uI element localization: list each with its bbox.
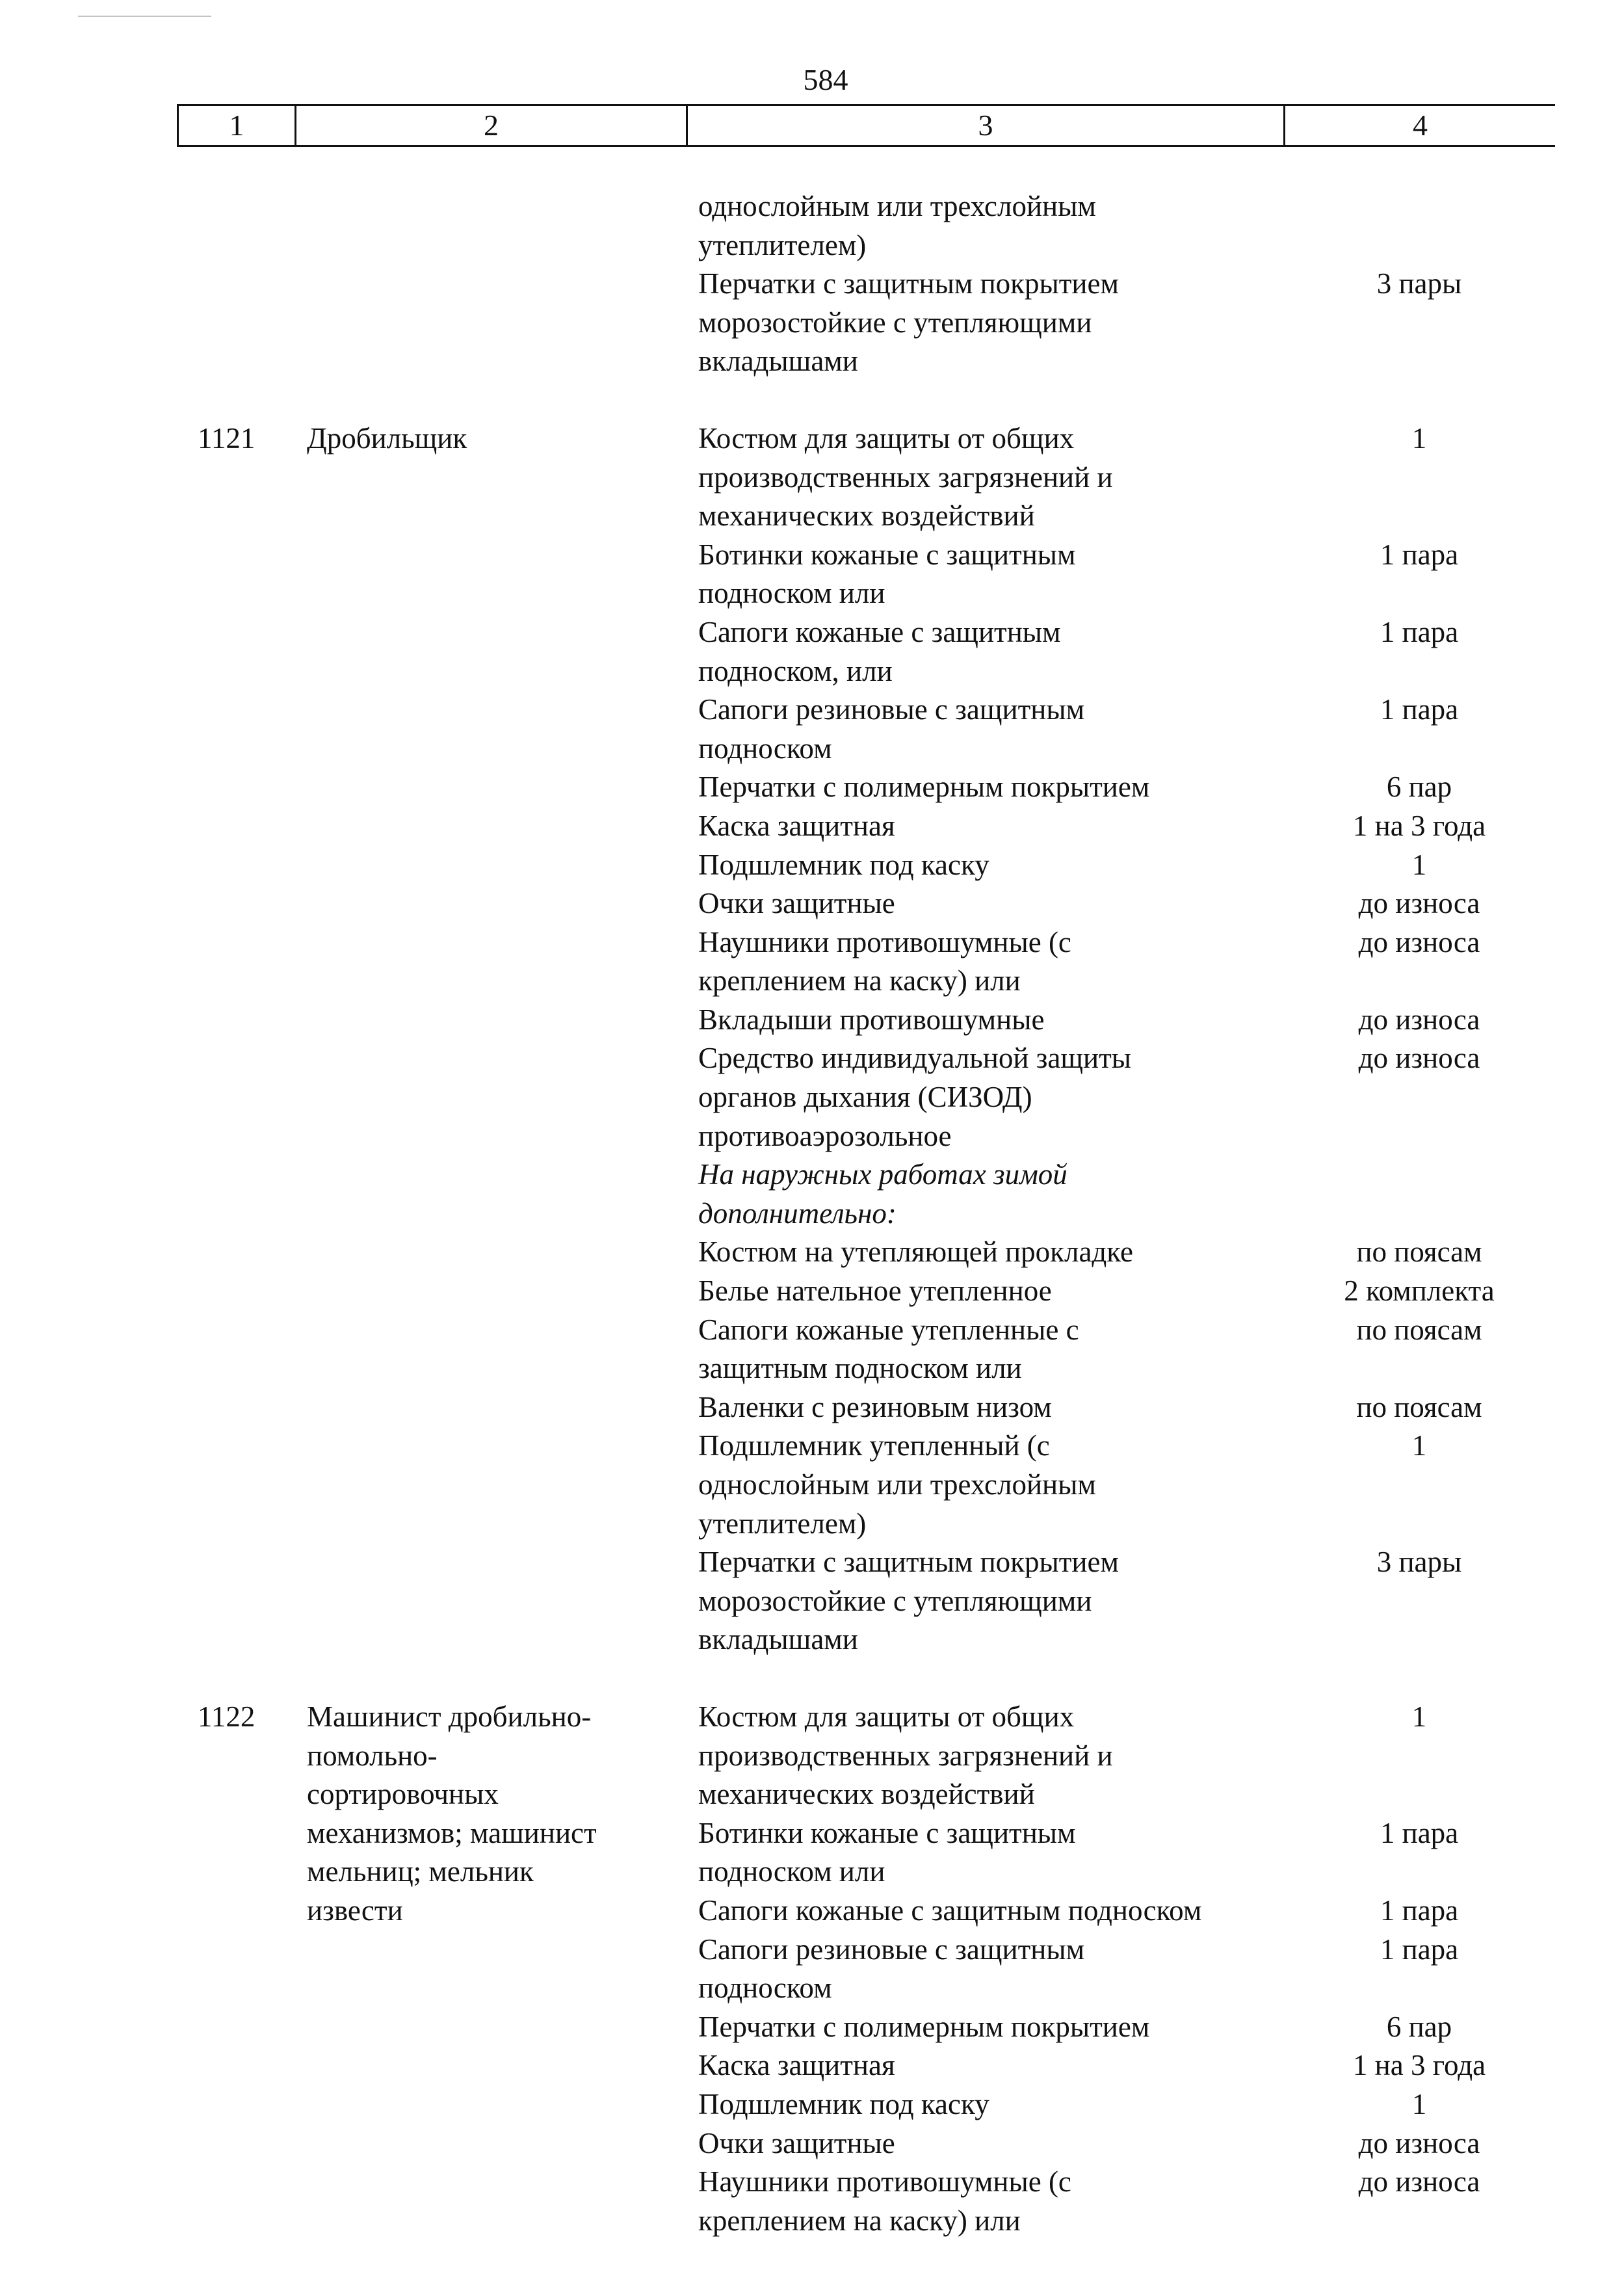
- item-name: Сапоги резиновые с защитным подноском: [698, 693, 1085, 765]
- corner-mark: [78, 16, 211, 17]
- item-quantity: 1: [1411, 848, 1427, 881]
- table-row: [686, 1698, 1555, 1814]
- item-name: Ботинки кожаные с защитным подноском или: [698, 538, 1076, 610]
- item-name: Каска защитная: [698, 809, 895, 842]
- item-quantity: 1: [1411, 1429, 1427, 1462]
- item-name: Подшлемник под каску: [698, 2087, 989, 2120]
- item-list: [686, 187, 1555, 381]
- item-quantity: 1: [1411, 421, 1427, 455]
- item-quantity: 6 пар: [1386, 771, 1452, 804]
- table-row: [686, 807, 1555, 846]
- item-name: Сапоги кожаные утепленные с защитным подноском или: [698, 1313, 1079, 1385]
- item-name: Наушники противошумные (с креплением на каску) или: [698, 925, 1071, 997]
- column-header-3: 3: [688, 106, 1285, 145]
- item-name: Костюм на утепляющей прокладке: [698, 1235, 1134, 1269]
- item-name: Очки защитные: [698, 887, 895, 920]
- item-name: Костюм для защиты от общих производственных загрязнений и механических воздействий: [698, 421, 1113, 533]
- column-header-1: 1: [179, 106, 296, 145]
- table-row: [686, 613, 1555, 691]
- item-quantity: 1 пара: [1380, 1816, 1459, 1849]
- item-name: Подшлемник утепленный (с однослойным или трехслойным утеплителем): [698, 1429, 1096, 1540]
- item-name: однослойным или трехслойным утеплителем): [698, 190, 1096, 261]
- entry-number: 1122: [198, 1700, 255, 1733]
- table-row: [686, 1155, 1555, 1233]
- item-list: [686, 419, 1555, 1659]
- item-quantity: 1 на 3 года: [1352, 2049, 1486, 2082]
- item-name: Очки защитные: [698, 2126, 895, 2159]
- table-row: [686, 265, 1555, 381]
- column-header-row: [177, 104, 1555, 147]
- item-quantity: 3 пары: [1376, 267, 1462, 300]
- item-quantity: [1283, 187, 1555, 265]
- item-name: Ботинки кожаные с защитным подноском или: [698, 1816, 1076, 1888]
- table-row: [686, 2085, 1555, 2124]
- item-quantity: 1 пара: [1380, 1933, 1459, 1966]
- item-name: Перчатки с полимерным покрытием: [698, 2010, 1150, 2043]
- profession-name: Машинист дробильно- помольно- сортировочных механизмов; машинист мельниц; мельник извести: [307, 1700, 597, 1927]
- item-name: Подшлемник под каску: [698, 848, 989, 881]
- table-body: [177, 187, 1555, 2240]
- table-row: [686, 884, 1555, 923]
- item-quantity: 2 комплекта: [1344, 1274, 1495, 1308]
- item-name: Наушники противошумные (с креплением на каску) или: [698, 2165, 1071, 2237]
- table-row: [686, 691, 1555, 768]
- item-name: Белье нательное утепленное: [698, 1274, 1052, 1308]
- item-quantity: по поясам: [1356, 1235, 1482, 1269]
- column-header-4: 4: [1413, 109, 1428, 142]
- item-name: Костюм для защиты от общих производственных загрязнений и механических воздействий: [698, 1700, 1113, 1811]
- item-name: Перчатки с защитным покрытием морозостойкие с утепляющими вкладышами: [698, 267, 1119, 378]
- item-name: Перчатки с защитным покрытием морозостойкие с утепляющими вкладышами: [698, 1546, 1119, 1656]
- table-row: [686, 1039, 1555, 1155]
- item-name: Перчатки с полимерным покрытием: [698, 771, 1150, 804]
- item-name: Валенки с резиновым низом: [698, 1390, 1052, 1423]
- table-row: [686, 536, 1555, 613]
- item-list: [686, 1698, 1555, 2240]
- item-quantity: 1 на 3 года: [1352, 809, 1486, 842]
- item-name: Средство индивидуальной защиты органов дыхания (СИЗОД) противоаэрозольное: [698, 1042, 1132, 1152]
- item-name: На наружных работах зимой дополнительно:: [698, 1158, 1067, 1230]
- item-quantity: до износа: [1358, 925, 1480, 958]
- item-quantity: до износа: [1358, 2165, 1480, 2198]
- item-quantity: 1 пара: [1380, 538, 1459, 571]
- item-quantity: 6 пар: [1386, 2010, 1452, 2043]
- item-quantity: 1: [1411, 1700, 1427, 1733]
- profession-name: Дробильщик: [307, 421, 467, 455]
- table-row: [686, 2008, 1555, 2047]
- item-quantity: 3 пары: [1376, 1546, 1462, 1579]
- table-row: [686, 923, 1555, 1001]
- table-row: [686, 846, 1555, 885]
- item-quantity: 1 пара: [1380, 1894, 1459, 1927]
- table-row: [686, 419, 1555, 536]
- item-quantity: по поясам: [1356, 1390, 1482, 1423]
- table-row: [686, 1311, 1555, 1388]
- item-quantity: 1 пара: [1380, 693, 1459, 726]
- item-name: Сапоги кожаные с защитным подноском, или: [698, 615, 1061, 687]
- item-name: Сапоги резиновые с защитным подноском: [698, 1933, 1085, 2005]
- item-quantity: до износа: [1358, 1042, 1480, 1075]
- item-quantity: [1283, 1155, 1555, 1233]
- profession-entry: [177, 1698, 1555, 2240]
- item-quantity: до износа: [1358, 2126, 1480, 2159]
- table-row: [686, 1931, 1555, 2008]
- item-quantity: до износа: [1358, 1003, 1480, 1036]
- item-quantity: 1: [1411, 2087, 1427, 2120]
- table-row: [686, 1892, 1555, 1931]
- item-name: Сапоги кожаные с защитным подноском: [698, 1894, 1202, 1927]
- item-quantity: по поясам: [1356, 1313, 1482, 1346]
- profession-entry: [177, 419, 1555, 1659]
- table-row: [686, 187, 1555, 265]
- table-row: [686, 2124, 1555, 2163]
- continuation-entry: [177, 187, 1555, 381]
- table-row: [686, 1427, 1555, 1543]
- entry-number: 1121: [198, 421, 255, 455]
- column-header-2: 2: [296, 106, 688, 145]
- item-quantity: до износа: [1358, 887, 1480, 920]
- table-row: [686, 2046, 1555, 2085]
- table-row: [686, 1233, 1555, 1272]
- table-row: [686, 768, 1555, 807]
- table-row: [686, 2163, 1555, 2240]
- table-row: [686, 1543, 1555, 1659]
- table-row: [686, 1272, 1555, 1311]
- table-row: [686, 1388, 1555, 1427]
- table-row: [686, 1814, 1555, 1892]
- table-row: [686, 1001, 1555, 1040]
- item-name: Вкладыши противошумные: [698, 1003, 1045, 1036]
- item-name: Каска защитная: [698, 2049, 895, 2082]
- item-quantity: 1 пара: [1380, 615, 1459, 648]
- page-number: 584: [803, 63, 848, 96]
